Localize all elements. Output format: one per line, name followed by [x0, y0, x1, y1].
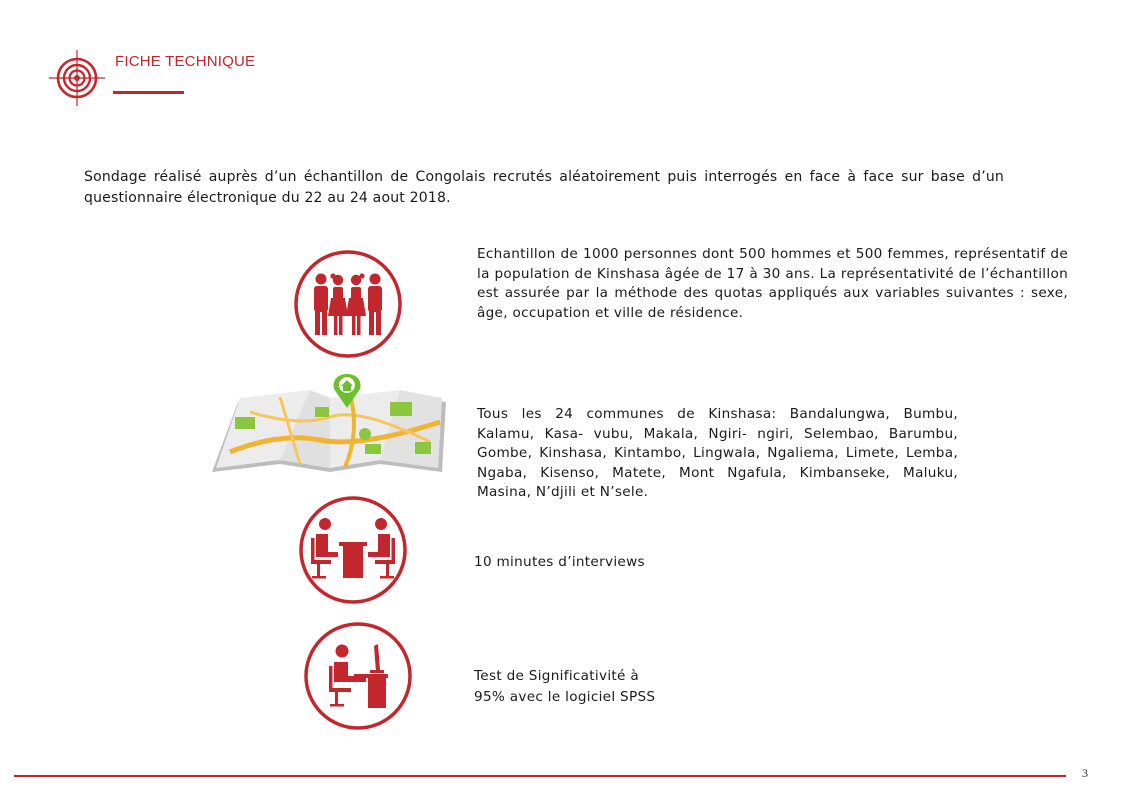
sample-description: Echantillon de 1000 personnes dont 500 hommes et 500 femmes, représentatif de la population de Kinshasa âgée de 17 à 30 ans. La représentativité de l’échantillon est assurée par la méthode des quotas appliqués aux variables suivantes : sexe, âge, occupation et ville de résidence. — [477, 246, 1068, 321]
intro-paragraph: Sondage réalisé auprès d’un échantillon de Congolais recrutés aléatoirement puis interrogés en face à face sur base d’un questionnaire électronique du 22 au 24 aout 2018. — [84, 169, 1004, 206]
significance-test — [474, 666, 774, 708]
interview-icon — [297, 494, 409, 606]
significance-line-1: Test de Significativité à — [474, 668, 639, 684]
significance-line-2: 95% avec le logiciel SPSS — [474, 689, 656, 705]
people-group-icon — [292, 248, 404, 360]
computer-user-icon — [302, 620, 414, 732]
page-number: 3 — [1082, 766, 1088, 780]
communes-description: Tous les 24 communes de Kinshasa: Bandalungwa, Bumbu, Kalamu, Kasa- vubu, Makala, Ngiri- ngiri, Selembao, Barumbu, Gombe, Kinshasa, Kintambo, Lingwala, Ngaliema, Limete, Lemba, Ngaba, Kisenso, Matete, Mont Ngafula, Kimbanseke, Maluku, Masina, N’djili et N’sele. — [477, 406, 958, 500]
target-icon — [47, 48, 107, 108]
interview-duration: 10 minutes d’interviews — [474, 554, 645, 570]
page-title: FICHE TECHNIQUE — [115, 53, 256, 70]
map-pin-icon — [210, 372, 452, 476]
title-underline — [113, 91, 184, 94]
footer-line — [14, 775, 1066, 777]
